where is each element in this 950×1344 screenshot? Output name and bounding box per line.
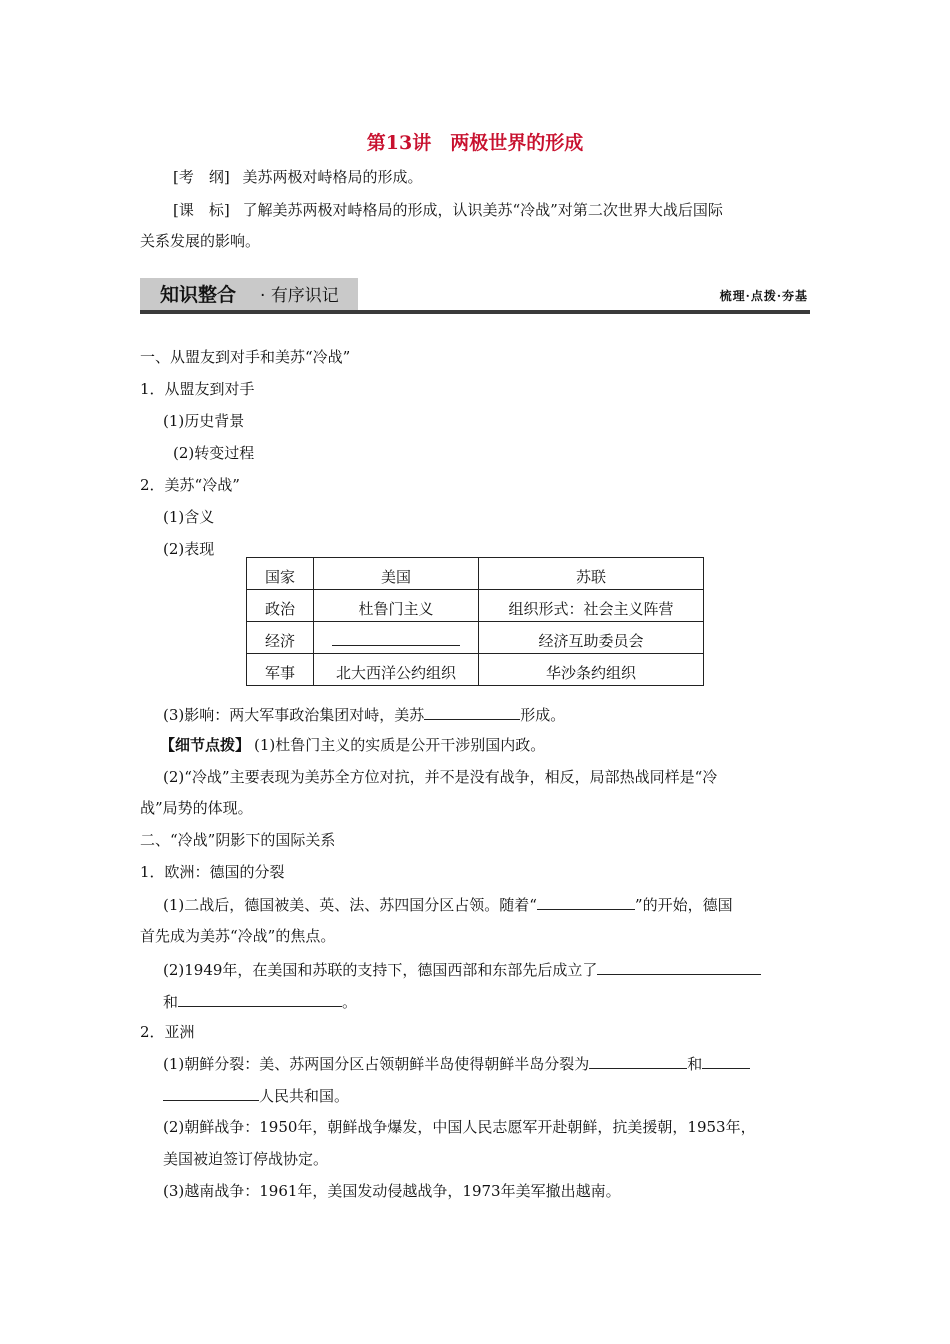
table-header-cell: 美国 [380,568,411,586]
kebiao-text-cont: 关系发展的影响。 [140,232,261,250]
table-row [247,654,704,686]
s2-p1b-end: 。 [342,993,358,1011]
kebiao-tag: [课 标] [173,201,230,219]
s2-p2: 2．亚洲 [140,1023,195,1041]
s1-p3-post: 形成。 [520,706,566,724]
s2-p2a [163,1052,750,1075]
banner-sub-text: 有序识记 [270,286,339,306]
s2-p1b [163,958,761,981]
kaogang-line [173,166,423,188]
table-cell [479,558,704,590]
s2-p2c: (3)越南战争：1961年，美国发动侵越战争，1973年美军撤出越南。 [163,1182,621,1200]
s1-heading: 一、从盟友到对手和美苏“冷战” [140,348,351,366]
table-cell-text: 组织形式：社会主义阵营 [508,600,674,618]
s2-p1b-cont [163,990,357,1013]
table-header-cell: 国家 [264,568,295,586]
s1-note1 [160,734,545,756]
s2-p2a-cont [163,1084,349,1107]
fill-blank-korea-south[interactable] [589,1052,687,1069]
note1-text: (1)杜鲁门主义的实质是公开干涉别国内政。 [254,736,546,754]
kebiao-text: 了解美苏两极对峙格局的形成，认识美苏“冷战”对第二次世界大战后国际 [242,201,723,219]
fill-blank-korea-north-cont[interactable] [163,1084,259,1101]
s2-p2b: (2)朝鲜战争：1950年，朝鲜战争爆发，中国人民志愿军开赴朝鲜，抗美援朝，1953年， [163,1118,756,1136]
table-cell [314,622,479,654]
banner-right: 梳理·点拨·夯基 [719,289,808,303]
banner-sub [260,283,339,309]
table-cell [247,622,314,654]
table-cell [314,558,479,590]
s2-p1b-pre: (2)1949年，在美国和苏联的支持下，德国西部和东部先后成立了 [163,961,598,979]
s2-p1a-cont: 首先成为美苏“冷战”的焦点。 [140,927,336,945]
kaogang-text: 美苏两极对峙格局的形成。 [242,168,423,186]
table-cell [247,654,314,686]
table-cell-text: 华沙条约组织 [545,664,636,682]
fill-blank-cold-war-start[interactable] [537,893,635,910]
s1-p2: 2．美苏“冷战” [140,476,240,494]
table-cell-text: 北大西洋公约组织 [335,664,456,682]
s2-p2a-and: 和 [687,1055,703,1073]
cold-war-table [246,557,704,686]
table-cell-text: 经济互助委员会 [538,632,644,650]
note-tag: 【细节点拨】 [160,736,251,754]
fill-blank-east-germany[interactable] [178,990,342,1007]
s2-p1a [163,893,733,916]
page-title: 第13讲 两极世界的形成 [366,132,584,154]
row-label: 军事 [264,664,295,682]
table-cell [479,654,704,686]
row-label: 政治 [264,600,295,618]
s1-p1b: (2)转变过程 [173,444,255,462]
table-cell [314,590,479,622]
fill-blank-korea-north[interactable] [702,1052,750,1069]
s1-p1: 1．从盟友到对手 [140,380,255,398]
s1-note2-cont: 战”局势的体现。 [140,799,253,817]
s2-p1a-pre: (1)二战后，德国被美、英、法、苏四国分区占领。随着“ [163,896,537,914]
table-cell [247,558,314,590]
s2-heading: 二、“冷战”阴影下的国际关系 [140,831,336,849]
banner-main: 知识整合 [160,284,237,306]
table-cell [314,654,479,686]
s1-p2a: (1)含义 [163,508,215,526]
s1-p1a: (1)历史背景 [163,412,245,430]
s1-p2b: (2)表现 [163,540,215,558]
row-label: 经济 [264,632,295,650]
fill-blank-pattern[interactable] [424,703,520,720]
s1-note2: (2)“冷战”主要表现为美苏全方位对抗，并不是没有战争，相反，局部热战同样是“冷 [163,768,718,786]
section-banner [140,278,810,318]
s2-p1a-post: ”的开始，德国 [634,896,733,914]
s1-p3-pre: (3)影响：两大军事政治集团对峙，美苏 [163,706,425,724]
kaogang-tag: [考 纲] [173,168,230,186]
kebiao-line [173,199,723,221]
table-header-row [247,558,704,590]
s1-p3 [163,703,565,726]
table-cell-text: 杜鲁门主义 [358,600,434,618]
s2-p2b-cont: 美国被迫签订停战协定。 [163,1150,329,1168]
table-header-cell: 苏联 [575,568,606,586]
s2-p2a-pre: (1)朝鲜分裂：美、苏两国分区占领朝鲜半岛使得朝鲜半岛分裂为 [163,1055,590,1073]
fill-blank-west-germany[interactable] [597,958,761,975]
s2-p1: 1．欧洲：德国的分裂 [140,863,285,881]
banner-rule [140,310,810,314]
table-row [247,622,704,654]
table-cell [479,622,704,654]
s2-p1b-and: 和 [163,993,179,1011]
blank-line[interactable] [332,629,460,646]
s2-p2a-post: 人民共和国。 [259,1087,350,1105]
table-row [247,590,704,622]
fill-blank-economy[interactable] [314,629,478,653]
banner-dot: · [260,286,266,306]
table-cell [247,590,314,622]
table-cell [479,590,704,622]
